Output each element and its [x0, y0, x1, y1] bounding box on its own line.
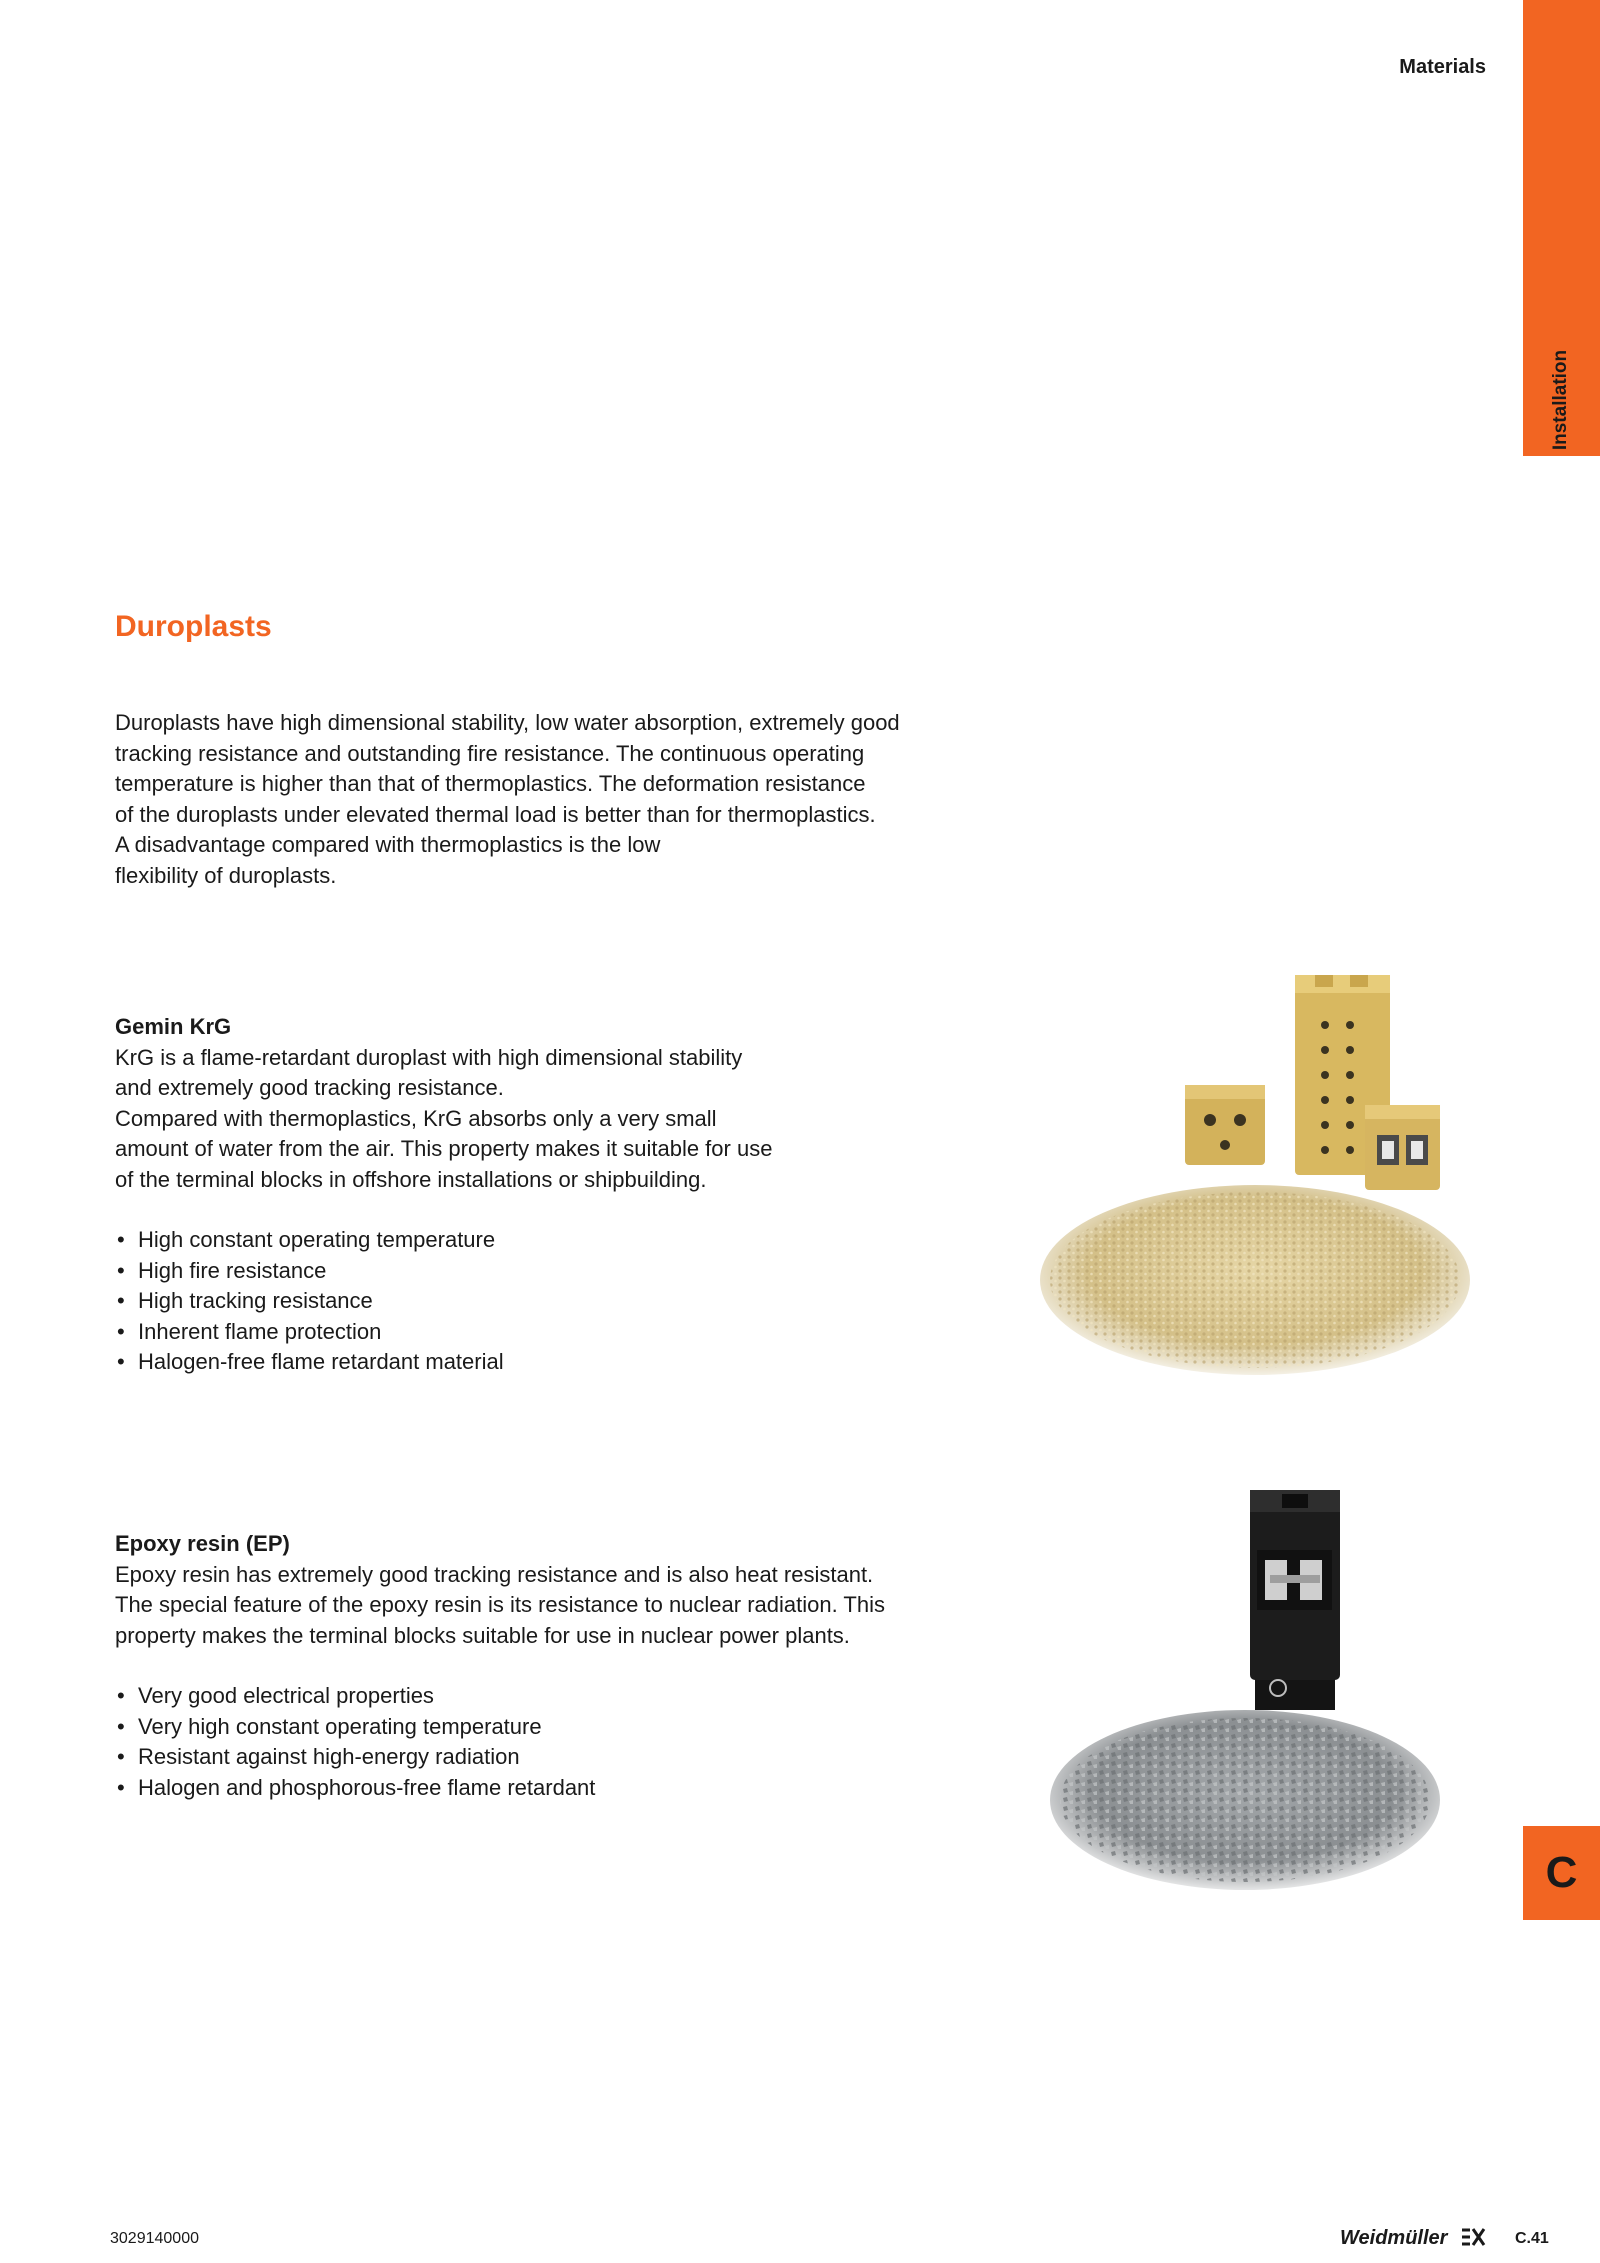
gemin-krg-section — [115, 1012, 1015, 1378]
gemin-heading: Gemin KrG — [115, 1014, 232, 1039]
list-item: • Halogen-free flame retardant material — [115, 1347, 1015, 1378]
gemin-line: KrG is a flame-retardant duroplast with high dimensional stability — [115, 1044, 743, 1070]
list-item: • Very high constant operating temperature — [115, 1712, 1015, 1743]
chapter-tab: C — [1523, 1826, 1600, 1920]
epoxy-line: property makes the terminal blocks suitable for use in nuclear power plants. — [115, 1622, 850, 1648]
epoxy-line: Epoxy resin has extremely good tracking resistance and is also heat resistant. — [115, 1561, 874, 1587]
epoxy-description — [115, 1560, 1015, 1652]
krg-product-photo — [1040, 975, 1490, 1385]
intro-line: temperature is higher than that of thermoplastics. The deformation resistance — [115, 771, 866, 796]
page-section-label: Materials — [1399, 56, 1486, 78]
intro-line: A disadvantage compared with thermoplastics is the low — [115, 832, 661, 857]
list-item: • High tracking resistance — [115, 1286, 1015, 1317]
gemin-line: of the terminal blocks in offshore installations or shipbuilding. — [115, 1166, 707, 1192]
list-item: • Inherent flame protection — [115, 1317, 1015, 1348]
intro-line: tracking resistance and outstanding fire resistance. The continuous operating — [115, 740, 865, 766]
list-item: • Very good electrical properties — [115, 1681, 1015, 1712]
intro-paragraph — [115, 708, 1035, 891]
brand-mark-icon — [1460, 2226, 1486, 2248]
list-item: • High fire resistance — [115, 1256, 1015, 1287]
tab-label: Installation — [1550, 349, 1571, 451]
document-code: 3029140000 — [110, 2230, 199, 2247]
epoxy-product-photo — [1050, 1490, 1470, 1890]
gemin-line: and extremely good tracking resistance. — [115, 1075, 504, 1100]
epoxy-resin-section — [115, 1529, 1015, 1803]
page-number: C.41 — [1515, 2230, 1549, 2247]
gemin-description — [115, 1043, 1015, 1196]
krg-terminal-block — [1185, 1085, 1265, 1165]
intro-line: of the duroplasts under elevated thermal load is better than for thermoplastics. — [115, 801, 876, 827]
epoxy-line: The special feature of the epoxy resin is its resistance to nuclear radiation. This — [115, 1592, 885, 1617]
epoxy-heading: Epoxy resin (EP) — [115, 1531, 290, 1556]
epoxy-feature-list — [115, 1681, 1015, 1803]
epoxy-terminal-block — [1250, 1490, 1340, 1710]
brand-logo: Weidmüller — [1340, 2227, 1448, 2249]
list-item: • High constant operating temperature — [115, 1225, 1015, 1256]
intro-line: Duroplasts have high dimensional stability, low water absorption, extremely good — [115, 710, 900, 735]
list-item: • Resistant against high-energy radiation — [115, 1742, 1015, 1773]
page-title: Duroplasts — [115, 610, 272, 643]
gemin-line: Compared with thermoplastics, KrG absorbs only a very small — [115, 1105, 717, 1131]
intro-line: flexibility of duroplasts. — [115, 862, 337, 888]
gemin-feature-list — [115, 1225, 1015, 1378]
gemin-line: amount of water from the air. This property makes it suitable for use — [115, 1136, 773, 1161]
krg-terminal-block — [1365, 1105, 1440, 1190]
section-tab — [1523, 0, 1600, 456]
list-item: • Halogen and phosphorous-free flame retardant — [115, 1773, 1015, 1804]
